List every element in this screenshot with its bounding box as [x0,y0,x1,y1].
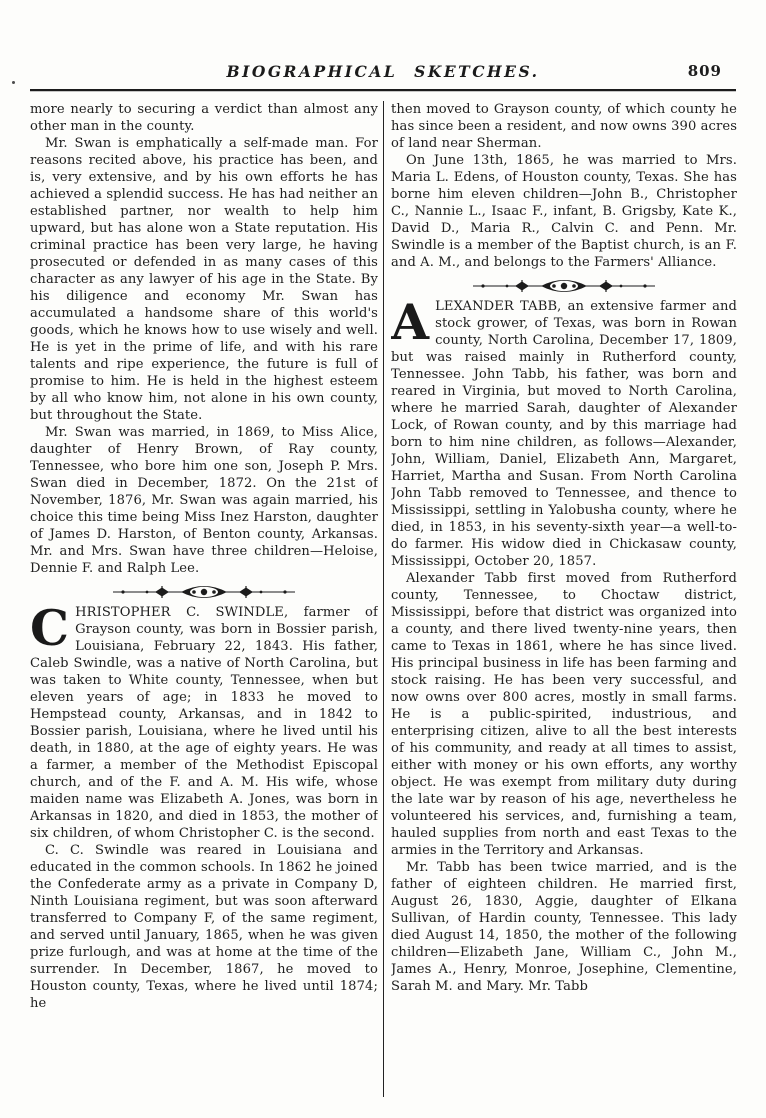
paragraph: Mr. Tabb has been twice married, and is the father of eighteen children. He married first, August 26, 1830, Aggie, daughter of Elkana Sullivan, of Hardin county, Tennessee. This lady died August 14, 1850, the mother of the following children—Elizabeth Jane, William C., John M., James A., Henry, Monroe, Josephine, Clementine, Sarah M. and Mary. Mr. Tabb [391,860,737,994]
scan-speck [12,81,15,84]
left-column [30,101,378,1012]
drop-cap-initial: A [391,293,430,351]
page-number: 809 [687,62,722,80]
paragraph: then moved to Grayson county, of which county he has since been a resident, and now owns 390 acres of land near Sherman. [391,102,737,151]
paragraph: C. C. Swindle was reared in Louisiana and educated in the common schools. In 1862 he joined the Confederate army as a private in Company D, Ninth Louisiana regiment, but was soon afterward transferred to Company F, of the same regiment, and served until January, 1865, when he was given prize furlough, and was at home at the time of the surrender. In December, 1867, he moved to Houston county, Texas, where he lived until 1874; he [30,843,378,1011]
right-column [391,101,737,1012]
sketch-opening-paragraph: CHRISTOPHER C. SWINDLE, farmer of Grayson county, was born in Bossier parish, Louisiana, February 22, 1843. His father, Caleb Swindle, was a native of North Carolina, but was taken to White county, Tennessee, when but eleven years of age; in 1833 he moved to Hempstead county, Arkansas, and in 1842 to Bossier parish, Louisiana, where he lived until his death, in 1880, at the age of eighty years. He was a farmer, a member of the Methodist Episcopal church, and of the F. and A. M. His wife, whose maiden name was Elizabeth A. Jones, was born in Arkansas in 1820, and died in 1853, the mother of six children, of whom Christopher C. is the second. [30,599,378,841]
paragraph: Alexander Tabb first moved from Rutherford county, Tennessee, to Choctaw district, Mississippi, before that district was organized into a county, and there lived twenty-nine years, then came to Texas in 1861, where he has since lived. His principal business in life has been farming and stock raising. He has been very successful, and now owns over 800 acres, mostly in small farms. He is a public-spirited, industrious, and enterprising citizen, alive to all the best interests of his community, and ready at all times to assist, either with money or his own efforts, any worthy object. He was exempt from military duty during the late war by reason of his age, nevertheless he volunteered his services, and, furnishing a team, hauled supplies from north and east Texas to the armies in the Territory and Arkansas. [391,571,737,858]
running-head [30,62,736,84]
drop-cap-initial: C [30,599,70,657]
paragraph: more nearly to securing a verdict than almost any other man in the county. [30,102,378,134]
column-divider-rule [383,101,384,1097]
paragraph: Mr. Swan is emphatically a self-made man. For reasons recited above, his practice has been, and is, very extensive, and by his own efforts he has achieved a splendid success. He has had neither an established partner, nor wealth to help him upward, but has alone won a State reputation. His criminal practice has been very large, he having prosecuted or defended in as many cases of this character as any lawyer of his age in the State. By his diligence and economy Mr. Swan has accumulated a handsome share of this world's goods, which he knows how to use wisely and well. He is yet in the prime of life, and with his rare talents and ripe experience, the future is full of promise to him. He is held in the highest esteem by all who know him, not alone in his own county, but throughout the State. [30,136,378,423]
divider-flourish-icon [109,583,299,601]
paragraph: Mr. Swan was married, in 1869, to Miss Alice, daughter of Henry Brown, of Ray county, Tennessee, who bore him one son, Joseph P. Mrs. Swan died in December, 1872. On the 21st of November, 1876, Mr. Swan was again married, his choice this time being Miss Inez Harston, daughter of James D. Harston, of Benton county, Arkansas. Mr. and Mrs. Swan have three children—Heloise, Dennie F. and Ralph Lee. [30,425,378,576]
header-rule [30,89,736,91]
sketch-opening-paragraph: ALEXANDER TABB, an extensive farmer and stock grower, of Texas, was born in Rowan county, North Carolina, December 17, 1809, but was raised mainly in Rutherford county, Tennessee. John Tabb, his father, was born and reared in Virginia, but moved to North Carolina, where he married Sarah, daughter of Alexander Lock, of Rowan county, and by this marriage had born to him nine children, as follows—Alexander, John, William, Daniel, Elizabeth Ann, Margaret, Harriet, Martha and Susan. From North Carolina John Tabb removed to Tennessee, and thence to Mississippi, settling in Yalobusha county, where he died, in 1853, in his seventy-sixth year—a well-to-do farmer. His widow died in Chickasaw county, Mississippi, October 20, 1857. [391,293,737,569]
paragraph: On June 13th, 1865, he was married to Mrs. Maria L. Edens, of Houston county, Texas. She has borne him eleven children—John B., Christopher C., Nannie L., Isaac F., infant, B. Grigsby, Kate K., David D., Maria R., Calvin C. and Penn. Mr. Swindle is a member of the Baptist church, is an F. and A. M., and belongs to the Farmers' Alliance. [391,153,737,270]
page-title: BIOGRAPHICAL SKETCHES. [226,62,540,81]
section-divider-ornament [30,582,378,600]
section-divider-ornament [391,276,737,294]
divider-flourish-icon [469,277,659,295]
